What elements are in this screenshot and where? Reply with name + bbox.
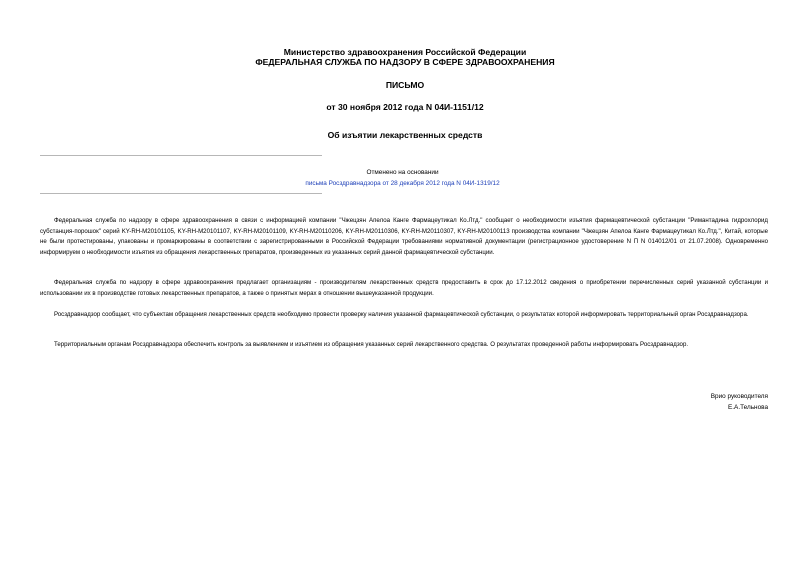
paragraph-4: Территориальным органам Росздравнадзора обеспечить контроль за выявлением и изъятием из обращения указанных серий лекарственного средства. О результатах проведенной работы информировать Росздравнадзор. (54, 341, 689, 348)
service-name: ФЕДЕРАЛЬНАЯ СЛУЖБА ПО НАДЗОРУ В СФЕРЕ ЗДРАВООХРАНЕНИЯ (255, 57, 555, 67)
divider-bottom (40, 193, 322, 194)
document-type: ПИСЬМО (385, 80, 425, 90)
cancellation-note: Отменено на основании (366, 169, 439, 176)
divider-top (40, 155, 322, 156)
paragraph-2: Федеральная служба по надзору в сфере здравоохранения предлагает организациям - производителям лекарственных средств предоставить в срок до 17.12.2012 сведения о приобретении перечисленных серий указанной субстанции и использовании их в производстве готовых лекарственных препаратов, а также о принятых мерах в отношении вышеуказанной продукции. (40, 279, 768, 297)
paragraph-3: Росздравнадзор сообщает, что субъектам обращения лекарственных средств необходимо провести проверку наличия указанной фармацевтической субстанции, о результатах которой информировать территориальный орган Росздравнадзора. (54, 311, 749, 318)
signatory-role: Врио руководителя (710, 393, 768, 400)
paragraph-1: Федеральная служба по надзору в сфере здравоохранения в связи с информацией компании "Чжецзян Апелоа Канге Фармацеутикал Ко.Лтд." сообщает о необходимости изъятия фармацевтической субстанции "Римантадина гидрохлорид субстанция-порошок" серий KY-RH-M20101105, KY-RH-M20101107, KY-RH-M20101109, KY-RH-M20110206, KY-RH-M20110306, KY-RH-M20110307, KY-RH-M20100113 производства компании "Чжецзян Апелоа Канге Фармацеутикал Ко.Лтд.", Китай, которые не были протестированы, упакованы и промаркированы в соответствии с зарегистрированными в Российской Федерации требованиями нормативной документации (регистрационное удостоверение N П N 014012/01 от 21.07.2008). Одновременно информируем о необходимости изъятия из обращения лекарственных препаратов, произведенных из указанных серий данной фармацевтической субстанции. (40, 217, 768, 256)
document-subject: Об изъятии лекарственных средств (327, 130, 483, 140)
cancellation-link[interactable]: письма Росздравнадзора от 28 декабря 2012 года N 04И-1319/12 (305, 180, 500, 187)
document-date-number: от 30 ноября 2012 года N 04И-1151/12 (326, 102, 484, 112)
signatory-name: Е.А.Тельнова (728, 404, 768, 411)
ministry-name: Министерство здравоохранения Российской Федерации (283, 47, 527, 57)
